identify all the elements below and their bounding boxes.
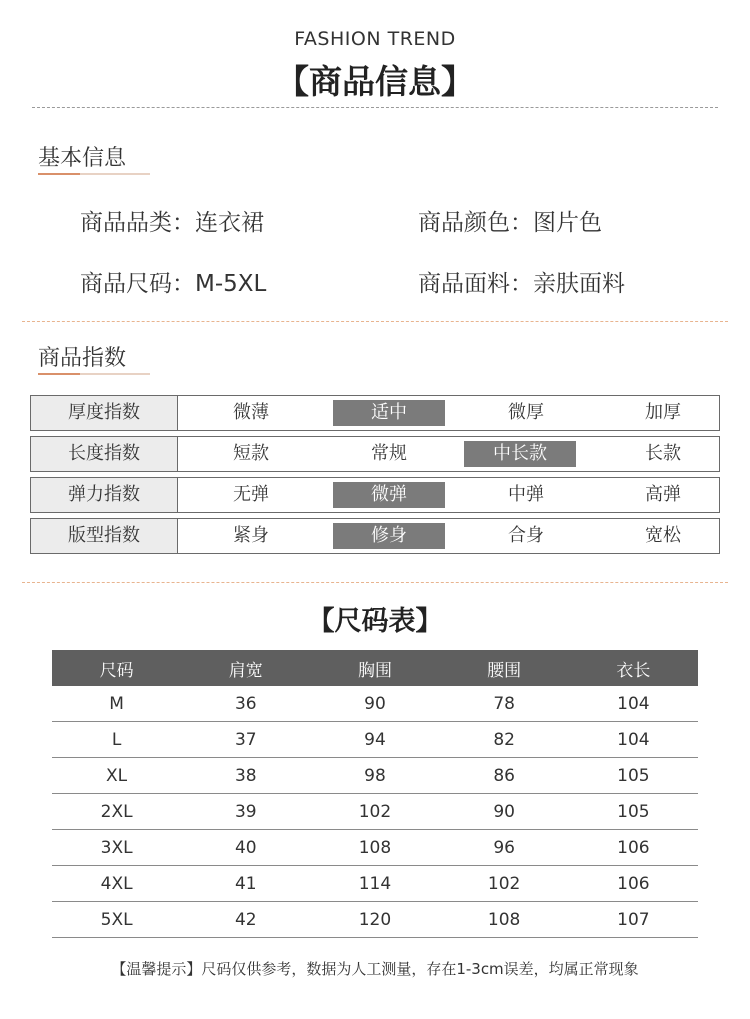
index-option-selected: 中长款 (464, 441, 576, 467)
index-option: 宽松 (645, 525, 681, 546)
index-row-elasticity (30, 477, 720, 513)
table-row (52, 866, 698, 902)
bust-cell: 114 (310, 866, 439, 902)
index-option: 常规 (371, 443, 407, 464)
index-label: 厚度指数 (31, 396, 178, 430)
index-option-selected: 修身 (333, 523, 445, 549)
bust-cell: 94 (310, 722, 439, 758)
fashion-trend-subtitle: FASHION TREND (294, 28, 456, 50)
header-divider (32, 107, 718, 108)
length-cell: 104 (569, 686, 698, 722)
table-row (52, 902, 698, 938)
section-divider (22, 321, 728, 322)
length-cell: 105 (569, 794, 698, 830)
size-header-cell: 尺码 (52, 650, 181, 686)
info-fabric: 商品面料：亲肤面料 (418, 271, 625, 297)
index-option: 紧身 (233, 525, 269, 546)
size-cell: 2XL (52, 794, 181, 830)
size-cell: M (52, 686, 181, 722)
index-option: 加厚 (645, 402, 681, 423)
info-color: 商品颜色：图片色 (418, 210, 602, 236)
waist-cell: 86 (440, 758, 569, 794)
index-label: 长度指数 (31, 437, 178, 471)
section-divider (22, 582, 728, 583)
info-size: 商品尺码：M-5XL (80, 271, 267, 297)
product-index-title: 商品指数 (38, 346, 127, 371)
info-category: 商品品类：连衣裙 (80, 210, 264, 236)
size-cell: 4XL (52, 866, 181, 902)
index-option-selected: 适中 (333, 400, 445, 426)
bust-cell: 120 (310, 902, 439, 938)
index-option: 长款 (645, 443, 681, 464)
index-option: 合身 (508, 525, 544, 546)
shoulder-cell: 42 (181, 902, 310, 938)
waist-cell: 108 (440, 902, 569, 938)
table-row (52, 830, 698, 866)
size-table-header (52, 650, 698, 686)
length-cell: 107 (569, 902, 698, 938)
size-table (52, 650, 698, 938)
shoulder-cell: 38 (181, 758, 310, 794)
waist-cell: 78 (440, 686, 569, 722)
bust-cell: 108 (310, 830, 439, 866)
size-cell: L (52, 722, 181, 758)
table-row (52, 722, 698, 758)
length-cell: 106 (569, 866, 698, 902)
shoulder-cell: 41 (181, 866, 310, 902)
table-row (52, 686, 698, 722)
size-cell: 3XL (52, 830, 181, 866)
size-chart-title: 【尺码表】 (307, 606, 443, 637)
length-cell: 104 (569, 722, 698, 758)
bust-cell: 90 (310, 686, 439, 722)
length-cell: 106 (569, 830, 698, 866)
index-row-thickness (30, 395, 720, 431)
table-row (52, 758, 698, 794)
bust-cell: 102 (310, 794, 439, 830)
product-index-underline (38, 373, 150, 375)
size-cell: XL (52, 758, 181, 794)
index-row-length (30, 436, 720, 472)
index-option-selected: 微弹 (333, 482, 445, 508)
size-header-cell: 衣长 (569, 650, 698, 686)
index-option: 微厚 (508, 402, 544, 423)
index-option: 中弹 (508, 484, 544, 505)
index-option: 无弹 (233, 484, 269, 505)
size-cell: 5XL (52, 902, 181, 938)
waist-cell: 96 (440, 830, 569, 866)
shoulder-cell: 37 (181, 722, 310, 758)
size-header-cell: 肩宽 (181, 650, 310, 686)
basic-info-underline (38, 173, 150, 175)
index-row-fit (30, 518, 720, 554)
size-tip-note: 【温馨提示】尺码仅供参考，数据为人工测量，存在1-3cm误差，均属正常现象 (111, 960, 639, 978)
index-label: 版型指数 (31, 519, 178, 553)
table-row (52, 794, 698, 830)
shoulder-cell: 39 (181, 794, 310, 830)
index-option: 高弹 (645, 484, 681, 505)
size-header-cell: 腰围 (440, 650, 569, 686)
page-title: 【商品信息】 (276, 62, 474, 101)
waist-cell: 82 (440, 722, 569, 758)
waist-cell: 90 (440, 794, 569, 830)
basic-info-title: 基本信息 (38, 146, 127, 171)
length-cell: 105 (569, 758, 698, 794)
index-option: 短款 (233, 443, 269, 464)
shoulder-cell: 36 (181, 686, 310, 722)
bust-cell: 98 (310, 758, 439, 794)
shoulder-cell: 40 (181, 830, 310, 866)
index-option: 微薄 (233, 402, 269, 423)
waist-cell: 102 (440, 866, 569, 902)
size-header-cell: 胸围 (310, 650, 439, 686)
index-label: 弹力指数 (31, 478, 178, 512)
